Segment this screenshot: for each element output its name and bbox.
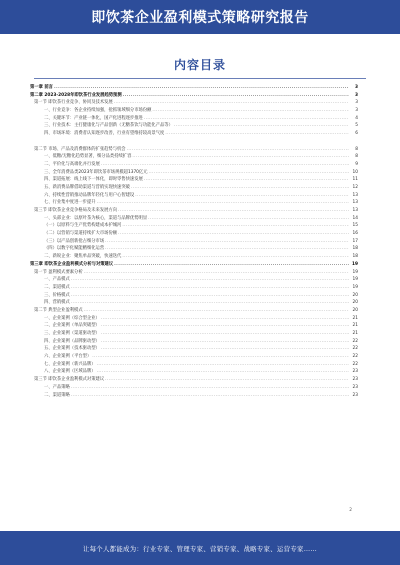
toc-leader-dots (97, 368, 349, 376)
toc-entry-title: 四、营销模式 (44, 300, 70, 306)
toc-leader-dots (148, 215, 349, 223)
toc-entry-title: 六、企业案例（平台型） (44, 354, 92, 360)
toc-entry[interactable] (30, 107, 358, 115)
toc-entry-page: 22 (352, 338, 358, 344)
toc-entry[interactable] (30, 384, 358, 392)
toc-entry[interactable] (30, 276, 358, 284)
toc-entry-title: 二、新锐企业：聚焦单品突破，快速迭代 (44, 254, 122, 260)
toc-entry[interactable] (30, 161, 358, 169)
toc-entry[interactable] (30, 245, 358, 253)
toc-entry-title: （四）以数字化赋能精细化运营 (44, 246, 105, 252)
toc-entry-page: 18 (352, 246, 358, 252)
toc-entry-page: 21 (352, 315, 358, 321)
toc-entry-title: （二）以营销与渠道持续扩大市场份额 (44, 231, 118, 237)
toc-leader-dots (71, 299, 349, 307)
toc-entry[interactable] (30, 345, 358, 353)
toc-leader-dots (149, 169, 349, 177)
toc-entry-title: 一、行业竞争：各企业持续加强，抢抓领域细分市场份额 (44, 108, 152, 114)
toc-entry-title: 第一节 即饮茶行业竞争、协同及技术发展 (34, 100, 113, 106)
toc-entry-page: 15 (352, 223, 358, 229)
toc-entry-page: 3 (355, 92, 358, 98)
toc-entry-page: 23 (352, 377, 358, 383)
toc-entry-title: 一、产品策略 (44, 384, 70, 390)
toc-entry[interactable] (30, 99, 358, 107)
toc-entry[interactable] (30, 299, 358, 307)
toc-entry-page: 20 (352, 307, 358, 313)
toc-entry-title: 二、企业案例（单品突破型） (44, 323, 100, 329)
toc-leader-dots (131, 184, 349, 192)
toc-entry-title: 一、产品模式 (44, 277, 70, 283)
toc-entry-title: 第三节 即饮茶企业竞争格局及未来发展方向 (34, 208, 118, 213)
toc-entry[interactable] (30, 253, 358, 261)
toc-entry-page: 23 (352, 384, 358, 390)
toc-entry-page: 21 (352, 331, 358, 336)
toc-entry-title: 二、渠道策略 (44, 392, 70, 398)
toc-entry-title: 三、行业技术：主打健康化与产品创新（无糖茶饮与功能化产品等） (44, 123, 173, 129)
toc-leader-dots (165, 130, 349, 138)
toc-leader-dots (132, 153, 349, 161)
toc-entry-page: 23 (352, 392, 358, 398)
toc-entry[interactable] (30, 176, 358, 184)
toc-entry-page: 8 (355, 146, 358, 152)
toc-entry[interactable] (30, 269, 358, 277)
toc-entry-title: 四、市场环境：消费者认知逐步改善，行业有望维持较高景气度 (44, 131, 165, 137)
toc-leader-dots (123, 92, 349, 100)
toc-entry-page: 22 (352, 354, 358, 360)
toc-entry[interactable] (30, 322, 358, 330)
toc-entry-page: 6 (355, 131, 358, 137)
toc-entry-page: 9 (355, 161, 358, 167)
footer-slogan: 让每个人都能成为：行业专家、管理专家、营销专家、战略专家、运营专家…… (82, 544, 318, 553)
toc-entry-title: 一、企业案例（综合型企业） (44, 315, 100, 321)
toc-entry[interactable] (30, 392, 358, 400)
toc-entry-title: 二、关键环节：产业链一体化，国产化进程逐步推进 (44, 115, 143, 121)
toc-entry-page: 11 (352, 177, 358, 183)
toc-entry-title: 第一节 盈利模式要素分析 (34, 269, 83, 275)
toc-leader-dots (114, 99, 349, 107)
toc-entry-page: 20 (352, 300, 358, 306)
toc-leader-dots (101, 161, 349, 169)
toc-leader-dots (105, 245, 349, 253)
toc-entry-page: 20 (352, 292, 358, 298)
toc-leader-dots (71, 392, 349, 400)
toc-entry-title: 四、企业案例（品牌驱动型） (44, 338, 100, 344)
toc-leader-dots (114, 261, 349, 269)
toc-entry-page: 23 (352, 369, 358, 375)
toc-entry-page: 3 (355, 108, 358, 114)
toc-entry-title: 二、渠道模式 (44, 284, 70, 290)
title-divider (34, 78, 366, 79)
toc-entry-title: 七、行业集中度进一步提升 (44, 200, 96, 206)
toc-leader-dots (144, 115, 349, 123)
toc-leader-dots (54, 84, 349, 92)
toc-entry-page: 10 (352, 169, 358, 175)
toc-entry[interactable] (30, 92, 358, 100)
toc-leader-dots (127, 146, 349, 154)
toc-entry-title: 四、渠道拓展：线上线下一体化，即时零售快速发展 (44, 177, 143, 183)
toc-entry-title: 一、头部企业：以原叶茶为核心，渠道与品牌优势明显 (44, 215, 148, 221)
page-number: 2 (349, 508, 352, 513)
toc-entry[interactable] (30, 315, 358, 323)
toc-leader-dots (101, 338, 349, 346)
toc-entry[interactable] (30, 338, 358, 346)
toc-entry[interactable] (30, 169, 358, 177)
toc-leader-dots (122, 222, 349, 230)
toc-entry-page: 22 (352, 361, 358, 367)
toc-leader-dots (118, 207, 349, 215)
toc-entry-page: 5 (355, 123, 358, 129)
toc-entry-title: 第三章 即饮茶企业盈利模式分析与对策建议 (30, 261, 114, 267)
toc-entry[interactable] (30, 330, 358, 338)
toc-entry[interactable] (30, 222, 358, 230)
toc-leader-dots (152, 107, 349, 115)
header-bar (0, 0, 400, 34)
toc-entry-title: 第二节 典型企业盈利模式 (34, 307, 83, 313)
toc-entry-title: 五、企业案例（技术驱动型） (44, 346, 100, 352)
toc-entry-title: 三、全年消费品类2023年即饮茶市场规模超1370亿元 (44, 169, 148, 175)
toc-entry[interactable] (30, 284, 358, 292)
toc-entry-title: 七、企业案例（新兴品牌） (44, 361, 96, 367)
toc-entry[interactable] (30, 153, 358, 161)
toc-leader-dots (71, 292, 349, 300)
toc-entry-page: 13 (352, 192, 358, 198)
toc-entry[interactable] (30, 192, 358, 200)
toc-entry-page: 19 (352, 269, 358, 275)
toc-leader-dots (92, 353, 349, 361)
toc-entry-title: 第二节 市场、产品及消费群体的扩张趋势与机会 (34, 146, 126, 152)
toc-leader-dots (174, 122, 349, 130)
toc-entry[interactable] (30, 199, 358, 207)
toc-leader-dots (97, 361, 349, 369)
toc-entry-page: 13 (352, 208, 358, 213)
toc-entry[interactable] (30, 146, 358, 154)
toc-entry-page: 18 (352, 254, 358, 260)
toc-entry-page: 3 (355, 100, 358, 106)
toc-entry-page: 16 (352, 231, 358, 237)
toc-entry[interactable] (30, 84, 358, 92)
toc-entry-page: 12 (352, 184, 358, 190)
toc-leader-dots (71, 384, 349, 392)
toc-entry-page: 8 (355, 154, 358, 160)
toc-entry-title: （三）以产品创新抢占细分市场 (44, 238, 105, 244)
toc-entry-page: 22 (352, 346, 358, 352)
toc-entry-page: 19 (352, 284, 358, 290)
toc-entry-page: 19 (352, 261, 358, 267)
toc-entry[interactable] (30, 122, 358, 130)
toc-entry-page: 21 (352, 323, 358, 329)
toc-entry-title: 八、企业案例（区域品牌） (44, 369, 96, 375)
toc-entry[interactable] (30, 207, 358, 215)
toc-entry-page: 17 (352, 238, 358, 244)
toc-entry-page: 14 (352, 215, 358, 221)
toc-leader-dots (135, 192, 349, 200)
toc-leader-dots (118, 230, 349, 238)
toc-entry[interactable] (30, 353, 358, 361)
toc-entry-title: 第二章 2023-2028年即饮茶行业发展趋势预测 (30, 92, 122, 98)
toc-entry-title: 二、平价化与高端化并行发展 (44, 161, 100, 167)
toc-entry[interactable] (30, 115, 358, 123)
toc-entry-page: 4 (355, 115, 358, 121)
toc-entry-page: 3 (355, 85, 358, 90)
toc-entry-title: 一、低糖/无糖化趋势显著，细分品类持续扩容 (44, 154, 132, 160)
toc-entry[interactable] (30, 138, 358, 146)
toc-entry-title: （一）以原料与生产优势构建成本护城河 (44, 223, 122, 229)
toc-list (30, 84, 358, 399)
toc-leader-dots (84, 269, 349, 277)
toc-entry[interactable] (30, 238, 358, 246)
toc-leader-dots (101, 322, 349, 330)
toc-leader-dots (122, 253, 349, 261)
toc-entry-title: 五、新消费品牌借助渠道与营销实现快速突破 (44, 184, 130, 190)
toc-entry[interactable] (30, 361, 358, 369)
toc-entry-title: 三、价格模式 (44, 292, 70, 298)
toc-entry-title: 第三节 即饮茶企业盈利模式对策建议 (34, 377, 105, 383)
toc-leader-dots (84, 307, 349, 315)
toc-leader-dots (101, 315, 349, 323)
toc-entry[interactable] (30, 368, 358, 376)
toc-entry-title: 第一章 前言 (30, 85, 53, 90)
toc-entry[interactable] (30, 292, 358, 300)
toc-entry-title: 六、持续性营销推动品牌年轻化与用户心智建设 (44, 192, 135, 198)
toc-entry-page: 19 (352, 277, 358, 283)
footer-bar (0, 531, 400, 565)
toc-entry-page: 13 (352, 200, 358, 206)
toc-entry[interactable] (30, 184, 358, 192)
toc-leader-dots (144, 176, 349, 184)
toc-entry[interactable] (30, 261, 358, 269)
toc-entry[interactable] (30, 130, 358, 138)
toc-leader-dots (101, 330, 349, 338)
toc-leader-dots (101, 345, 349, 353)
toc-leader-dots (71, 276, 349, 284)
toc-title: 内容目录 (173, 58, 226, 72)
toc-entry[interactable] (30, 215, 358, 223)
toc-entry[interactable] (30, 230, 358, 238)
toc-entry[interactable] (30, 307, 358, 315)
toc-leader-dots (105, 238, 349, 246)
report-title: 即饮茶企业盈利模式策略研究报告 (91, 10, 309, 26)
toc-leader-dots (97, 199, 349, 207)
toc-entry-title: 三、企业案例（渠道驱动型） (44, 331, 100, 336)
toc-entry[interactable] (30, 376, 358, 384)
toc-leader-dots (105, 376, 349, 384)
toc-leader-dots (71, 284, 349, 292)
